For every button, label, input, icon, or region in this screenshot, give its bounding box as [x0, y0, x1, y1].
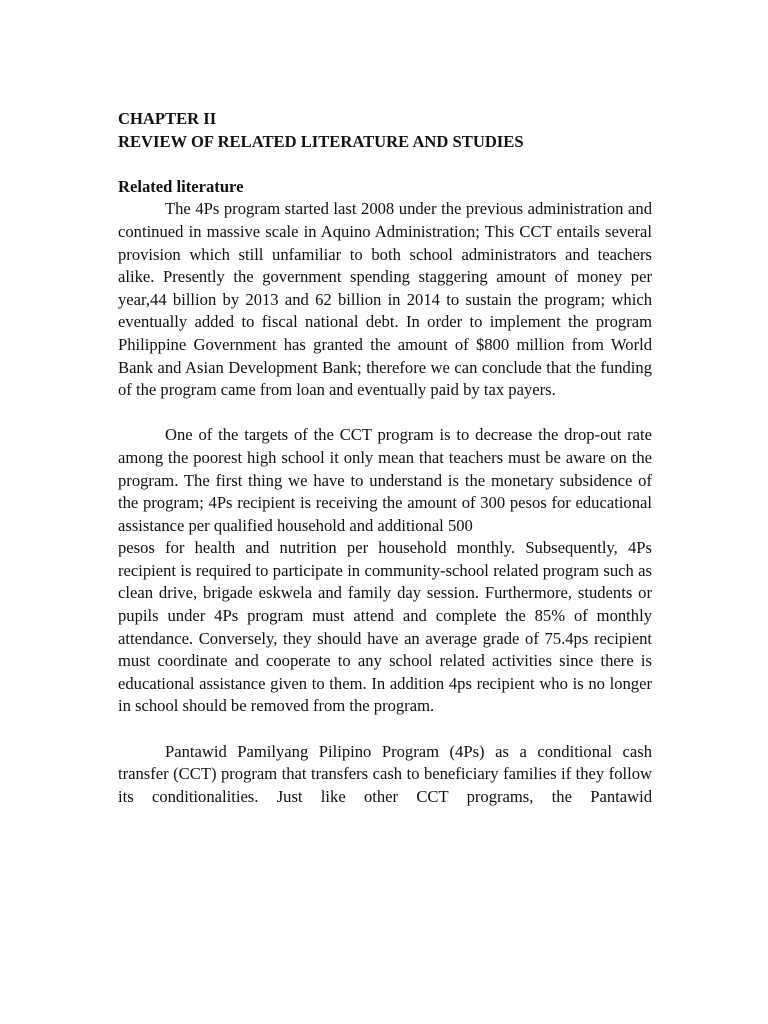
document-page: [118, 108, 652, 808]
spacer: [118, 153, 652, 176]
paragraph-2-continued: pesos for health and nutrition per household monthly. Subsequently, 4Ps recipient is required to participate in community-school related program such as clean drive, brigade eskwela and family day session. Furthermore, students or pupils under 4Ps program must attend and complete the 85% of monthly attendance. Conversely, they should have an average grade of 75.4ps recipient must coordinate and cooperate to any school related activities since there is educational assistance given to them. In addition 4ps recipient who is no longer in school should be removed from the program.: [118, 538, 652, 716]
spacer: [118, 402, 652, 425]
chapter-title: REVIEW OF RELATED LITERATURE AND STUDIES: [118, 131, 524, 151]
section-heading: Related literature: [118, 176, 244, 196]
paragraph-2: One of the targets of the CCT program is to decrease the drop-out rate among the poorest high school it only mean that teachers must be aware on the program. The first thing we have to understand is the monetary subsidence of the program; 4Ps recipient is receiving the amount of 300 pesos for educational assistance per qualified household and additional 500: [118, 425, 652, 535]
spacer: [118, 718, 652, 741]
paragraph-1: The 4Ps program started last 2008 under the previous administration and continued in massive scale in Aquino Administration; This CCT entails several provision which still unfamiliar to both school administrators and teachers alike. Presently the government spending staggering amount of money per year,44 billion by 2013 and 62 billion in 2014 to sustain the program; which eventually added to fiscal national debt. In order to implement the program Philippine Government has granted the amount of $800 million from World Bank and Asian Development Bank; therefore we can conclude that the funding of the program came from loan and eventually paid by tax payers.: [118, 199, 652, 400]
chapter-number: CHAPTER II: [118, 109, 217, 128]
paragraph-3: Pantawid Pamilyang Pilipino Program (4Ps) as a conditional cash transfer (CCT) program that transfers cash to beneficiary families if they follow its conditionalities. Just like other CCT programs, the Pantawid: [118, 741, 652, 806]
